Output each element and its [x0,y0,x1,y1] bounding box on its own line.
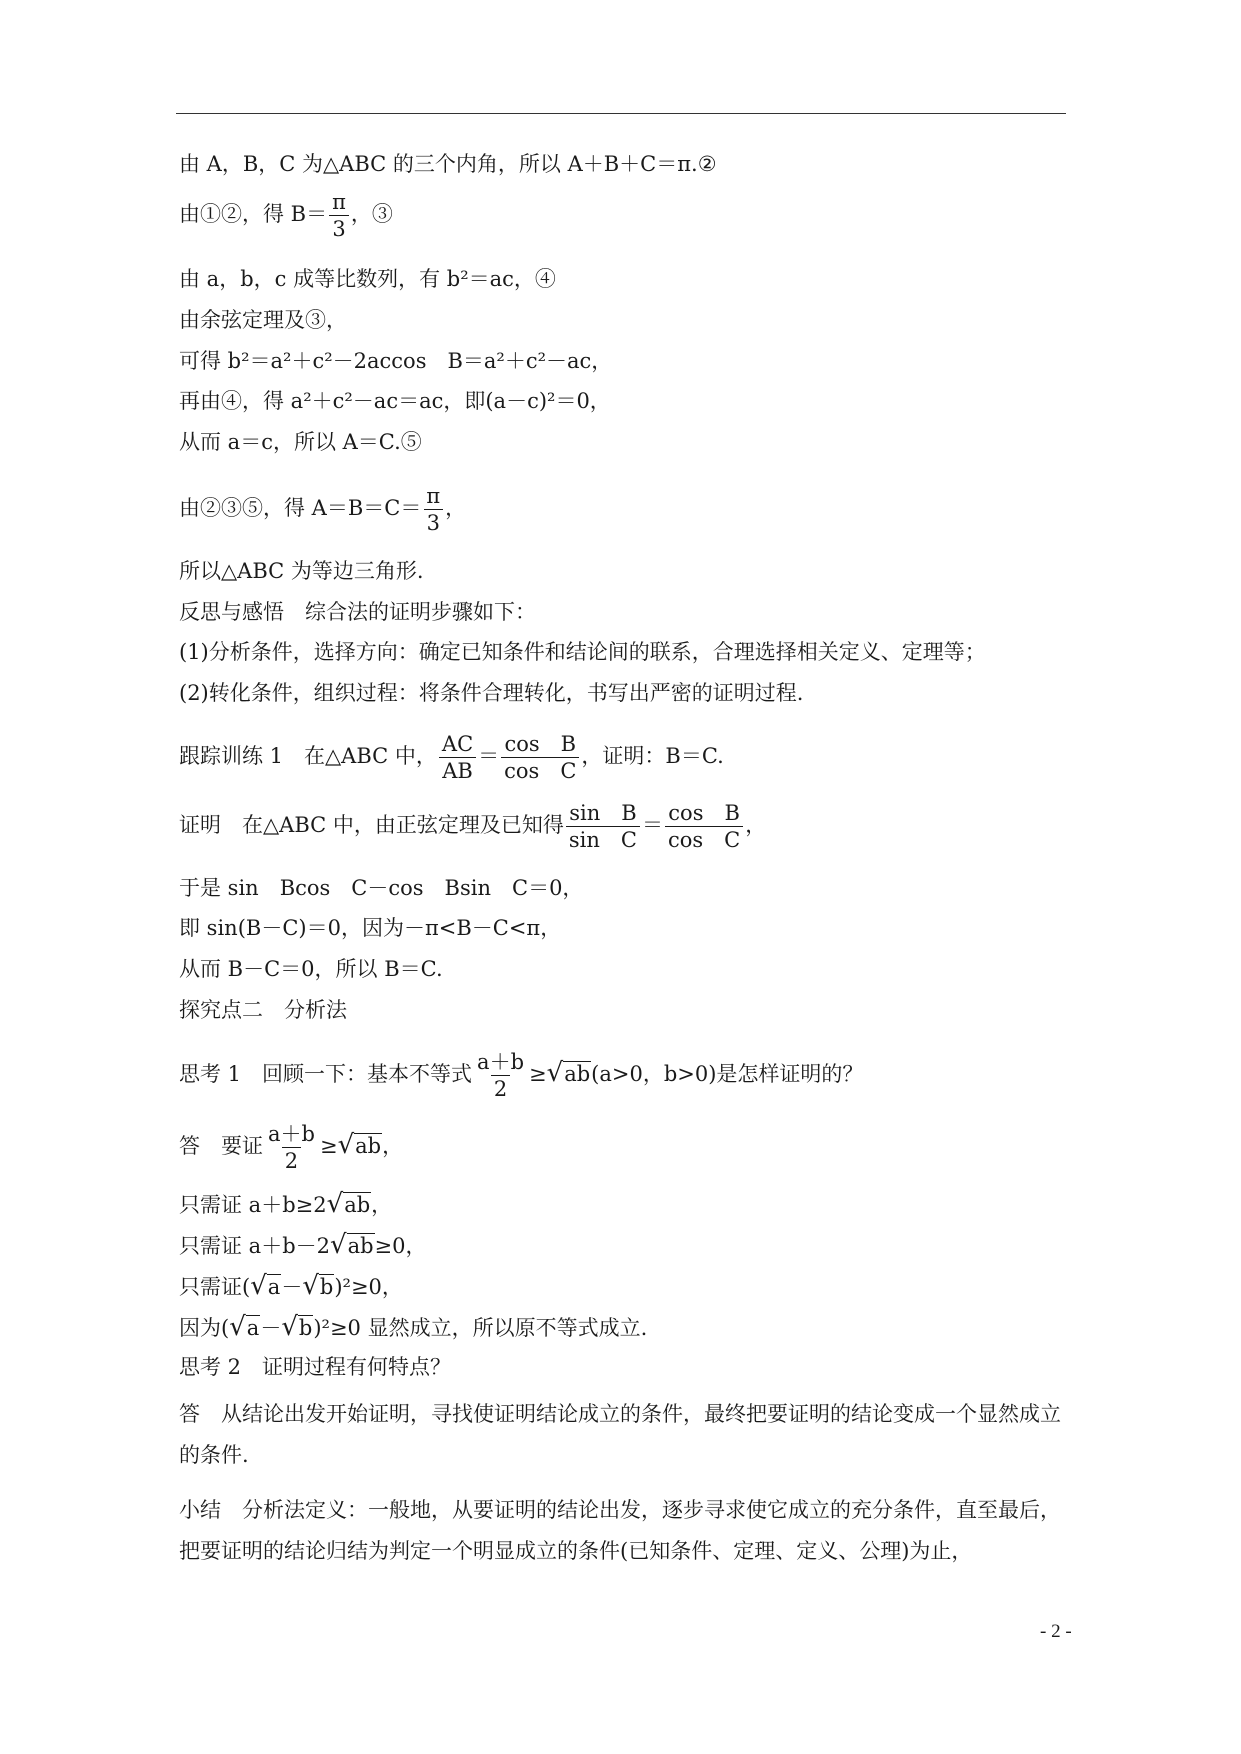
text-line: 由 a，b，c 成等比数列，有 b²＝ac，④ [179,267,556,291]
text-line: 可得 b²＝a²＋c²－2accos B＝a²＋c²－ac， [179,349,613,373]
header-rule [176,113,1066,114]
square-root: √a [229,1312,260,1342]
text-line: 因为(√a－√b)²≥0 显然成立，所以原不等式成立. [179,1312,648,1342]
square-root: √a [250,1271,281,1301]
text-line: 所以△ABC 为等边三角形. [179,559,424,583]
square-root: √ab [330,1230,374,1260]
text-line: 于是 sin Bcos C－cos Bsin C＝0， [179,876,584,900]
fraction: $\frac{\text{cos B}}{\text{cos C}}$ [501,732,579,783]
text-line: 只需证 a＋b－2√ab≥0， [179,1230,427,1260]
text-line: 由②③⑤，得 A＝B＝C＝ $\frac{\pi}{3}$ ， [179,484,467,535]
text-line: 再由④，得 a²＋c²－ac＝ac，即(a－c)²＝0， [179,389,611,413]
text-line: 由①②，得 B＝ $\frac{\pi}{3}$ ，③ [179,190,393,241]
text-line: 由余弦定理及③， [179,308,347,332]
fraction: $\frac{\pi}{3}$ [329,190,349,241]
text-line: 从而 a＝c，所以 A＝C.⑤ [179,430,422,454]
square-root: √b [302,1271,334,1301]
page-number: - 2 - [1040,1621,1072,1642]
text-line: 从而 B－C＝0，所以 B＝C. [179,957,443,981]
text-line: 思考 1 回顾一下：基本不等式 $\frac{a+b}{2}$ ≥√ab(a>0，b>0)是怎样证明的？ [179,1050,864,1101]
square-root: √b [281,1312,313,1342]
fraction: $\frac{a+b}{2}$ [268,1122,315,1173]
text-line: 思考 2 证明过程有何特点？ [179,1355,452,1379]
fraction: $\frac{AC}{AB}$ [439,732,476,783]
text-line: 只需证 a＋b≥2√ab， [179,1189,393,1219]
fraction: $\frac{\text{cos B}}{\text{cos C}}$ [665,801,743,852]
text-line: 只需证(√a－√b)²≥0， [179,1271,403,1301]
text-line: 证明 在△ABC 中，由正弦定理及已知得 $\frac{\text{sin B}}{\text{sin C}}$ ＝ $\frac{\text{cos B}}{\text{cos C}}$ ， [179,801,767,852]
fraction: $\frac{a+b}{2}$ [477,1050,525,1101]
text-line: 跟踪训练 1 在△ABC 中， $\frac{AC}{AB}$ ＝ $\frac{\text{cos B}}{\text{cos C}}$ ，证明：B＝C. [179,732,724,783]
text-line: (1)分析条件，选择方向：确定已知条件和结论间的联系，合理选择相关定义、定理等； [179,640,986,664]
paragraph: 答 从结论出发开始证明，寻找使证明结论成立的条件，最终把要证明的结论变成一个显然成立的条件. [179,1402,1061,1467]
text-line: 即 sin(B－C)＝0，因为－π<B－C<π， [179,916,562,940]
text-line: (2)转化条件，组织过程：将条件合理转化，书写出严密的证明过程. [179,681,804,705]
fraction: $\frac{\pi}{3}$ [423,484,443,535]
section-heading: 探究点二 分析法 [179,998,347,1022]
text-line: 反思与感悟 综合法的证明步骤如下： [179,600,536,624]
square-root: √ab [326,1189,371,1219]
square-root: √ab [337,1130,382,1160]
square-root: √ab [546,1058,591,1088]
paragraph: 小结 分析法定义：一般地，从要证明的结论出发，逐步寻求使它成立的充分条件，直至最后，把要证明的结论归结为判定一个明显成立的条件(已知条件、定理、定义、公理)为止， [179,1498,1061,1563]
text-line: 答 要证 $\frac{a+b}{2}$ ≥√ab， [179,1122,404,1173]
text-line: 由 A，B，C 为△ABC 的三个内角，所以 A＋B＋C＝π.② [179,152,717,176]
fraction: $\frac{\text{sin B}}{\text{sin C}}$ [566,801,640,852]
